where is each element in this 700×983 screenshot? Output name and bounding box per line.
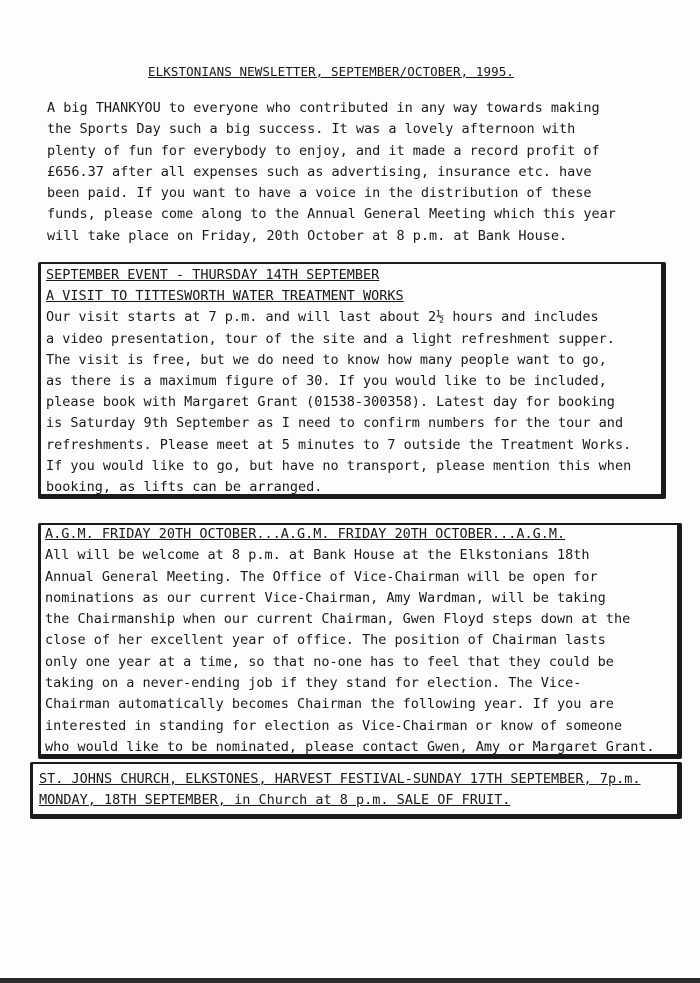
event-line: refreshments. Please meet at 5 minutes to 7 outside the Treatment Works.: [46, 436, 632, 453]
intro-line: £656.37 after all expenses such as advertising, insurance etc. have: [47, 163, 592, 180]
agm-line: All will be welcome at 8 p.m. at Bank House at the Elkstonians 18th: [45, 547, 590, 564]
agm-line: Chairman automatically becomes Chairman the following year. If you are: [45, 696, 614, 713]
september-event-section: [46, 265, 631, 498]
agm-section: [45, 524, 655, 758]
church-section: [39, 769, 640, 811]
event-line: please book with Margaret Grant (01538-300358). Latest day for booking: [46, 394, 615, 411]
intro-line: funds, please come along to the Annual General Meeting which this year: [47, 206, 616, 223]
agm-line: nominations as our current Vice-Chairman, Amy Wardman, will be taking: [45, 589, 606, 606]
agm-line: close of her excellent year of office. The position of Chairman lasts: [45, 632, 606, 649]
newsletter-title: ELKSTONIANS NEWSLETTER, SEPTEMBER/OCTOBER, 1995.: [148, 64, 515, 79]
september-event-heading: SEPTEMBER EVENT - THURSDAY 14TH SEPTEMBER: [46, 267, 380, 283]
intro-paragraph: [47, 98, 616, 247]
event-line: The visit is free, but we do need to know how many people want to go,: [46, 351, 607, 368]
event-line: If you would like to go, but have no transport, please mention this when: [46, 457, 632, 474]
agm-line: who would like to be nominated, please contact Gwen, Amy or Margaret Grant.: [45, 738, 655, 755]
agm-line: taking on a never-ending job if they stand for election. The Vice-: [45, 675, 582, 692]
event-line: a video presentation, tour of the site and a light refreshment supper.: [46, 330, 615, 347]
event-line: booking, as lifts can be arranged.: [46, 479, 323, 496]
intro-line: the Sports Day such a big success. It was a lovely afternoon with: [47, 121, 576, 138]
agm-line: the Chairmanship when our current Chairman, Gwen Floyd steps down at the: [45, 611, 631, 628]
agm-line: Annual General Meeting. The Office of Vice-Chairman will be open for: [45, 568, 598, 585]
agm-line: only one year at a time, so that no-one has to feel that they could be: [45, 653, 614, 670]
agm-heading: A.G.M. FRIDAY 20TH OCTOBER...A.G.M. FRIDAY 20TH OCTOBER...A.G.M.: [45, 526, 566, 542]
page-bottom-edge: [0, 978, 700, 983]
intro-line: plenty of fun for everybody to enjoy, and it made a record profit of: [47, 142, 600, 159]
event-line: is Saturday 9th September as I need to confirm numbers for the tour and: [46, 415, 624, 432]
intro-line: been paid. If you want to have a voice in the distribution of these: [47, 185, 592, 202]
event-line: as there is a maximum figure of 30. If you would like to be included,: [46, 373, 607, 390]
visit-heading: A VISIT TO TITTESWORTH WATER TREATMENT WORKS: [46, 288, 404, 305]
agm-line: interested in standing for election as Vice-Chairman or know of someone: [45, 717, 623, 734]
intro-line: will take place on Friday, 20th October at 8 p.m. at Bank House.: [47, 227, 568, 244]
event-line: Our visit starts at 7 p.m. and will last about 2½ hours and includes: [46, 309, 599, 326]
church-line: MONDAY, 18TH SEPTEMBER, in Church at 8 p.m. SALE OF FRUIT.: [39, 792, 511, 808]
church-line: ST. JOHNS CHURCH, ELKSTONES, HARVEST FESTIVAL-SUNDAY 17TH SEPTEMBER, 7p.m.: [39, 771, 641, 787]
intro-line: A big THANKYOU to everyone who contributed in any way towards making: [47, 100, 600, 116]
